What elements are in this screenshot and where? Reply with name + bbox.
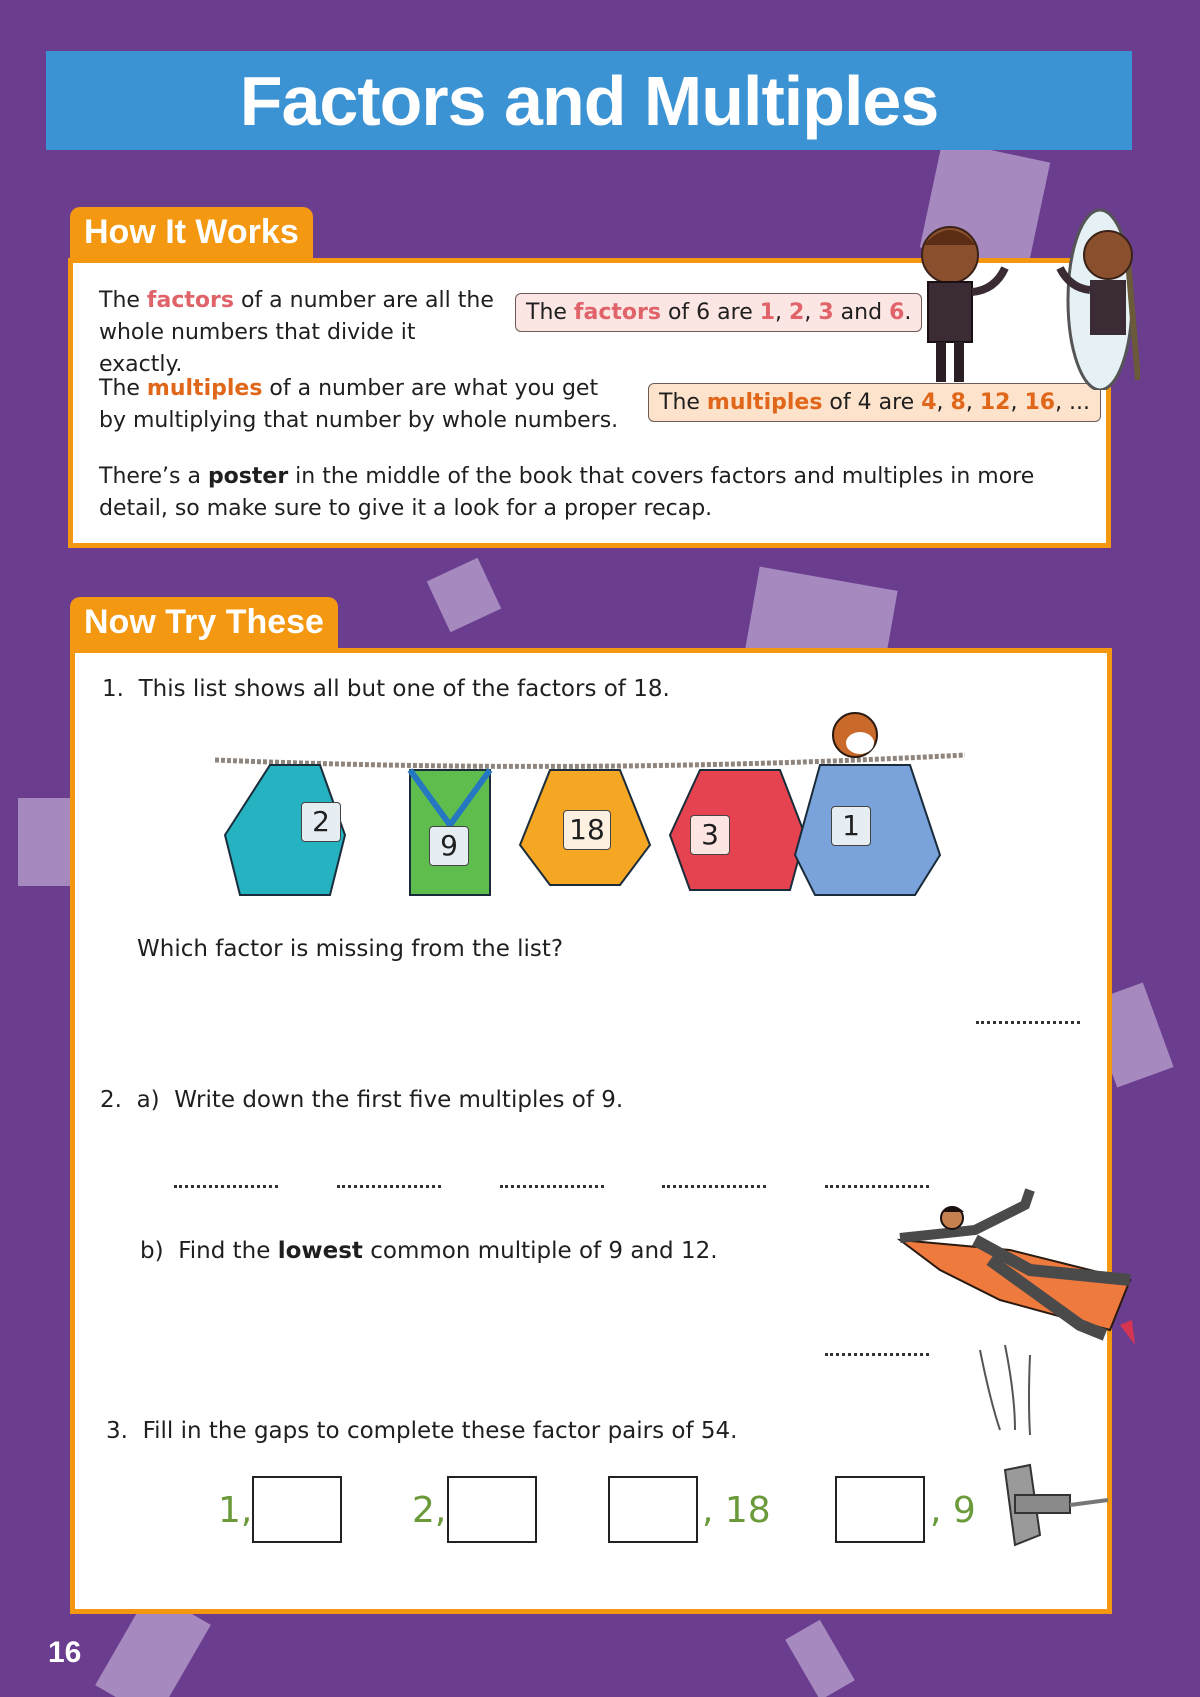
sweater-number-tag: 2: [301, 802, 341, 842]
question-number: 1.: [102, 676, 124, 702]
factors-example-box: [515, 293, 922, 332]
factor-pair-3-right: , 18: [702, 1490, 771, 1531]
text: .: [904, 300, 912, 325]
multiples-keyword: multiples: [706, 390, 823, 415]
part-label: a): [136, 1087, 160, 1113]
factors-definition: [99, 285, 499, 381]
text: The: [99, 376, 147, 401]
text: There’s a: [99, 464, 208, 489]
text: ,: [804, 300, 819, 325]
title-banner: [46, 51, 1132, 150]
multiples-keyword: multiples: [146, 376, 263, 401]
text: The: [659, 390, 707, 415]
factor-value: 1: [759, 300, 776, 325]
part-label: b): [140, 1238, 164, 1264]
factor-pair-2-left: 2,: [412, 1490, 447, 1531]
poster-keyword: poster: [207, 464, 289, 489]
how-it-works-tab: [70, 207, 313, 261]
poster-note: [99, 461, 1089, 525]
answer-line-q2a-1[interactable]: [174, 1184, 278, 1188]
text: common multiple of 9 and 12.: [362, 1238, 718, 1264]
text: , ...: [1055, 390, 1091, 415]
factor-pair-1-left: 1,: [218, 1490, 253, 1531]
multiple-value: 12: [979, 390, 1011, 415]
factor-pair-4-right: , 9: [930, 1490, 976, 1531]
question-2a: [100, 1087, 623, 1113]
question-1-subquestion: Which factor is missing from the list?: [137, 936, 564, 962]
text: The: [99, 288, 147, 313]
multiple-value: 4: [921, 390, 937, 415]
question-text: Fill in the gaps to complete these factor pairs of 54.: [142, 1418, 738, 1444]
decor-shape: [785, 1620, 855, 1697]
answer-line-q2a-4[interactable]: [662, 1184, 766, 1188]
text: and: [833, 300, 890, 325]
decor-shape: [427, 558, 501, 632]
page-title: Factors and Multiples: [239, 61, 939, 140]
now-try-these-tab: [70, 597, 338, 651]
text: of a number are all the whole numbers that divide it exactly.: [99, 288, 494, 377]
multiples-example-box: The multiples of 4 are 4, 8, 12, 16, ...: [648, 383, 1101, 422]
multiple-value: 8: [950, 390, 966, 415]
question-text: Write down the first five multiples of 9.: [174, 1087, 624, 1113]
factors-keyword: factors: [146, 288, 234, 313]
text: in the middle of the book that covers factors and multiples in more detail, so make sure to give it a look for a proper recap.: [99, 464, 1035, 521]
sweater-number-tag: 9: [429, 826, 469, 866]
lowest-keyword: lowest: [277, 1238, 363, 1264]
page-number: 16: [48, 1636, 82, 1669]
text: Find the: [178, 1238, 278, 1264]
multiples-definition: [99, 373, 619, 437]
wingsuit-flyer-illustration: [880, 1160, 1140, 1360]
question-2b: [140, 1238, 718, 1264]
boy-mirror-illustration: [900, 200, 1140, 390]
question-text: This list shows all but one of the factors of 18.: [138, 676, 670, 702]
factors-keyword: factors: [573, 300, 661, 325]
text: The: [526, 300, 574, 325]
factor-value: 2: [789, 300, 805, 325]
factor-pair-2-input[interactable]: [447, 1476, 537, 1543]
text: of 4 are: [822, 390, 922, 415]
answer-line-q1[interactable]: [976, 1020, 1080, 1024]
factor-pair-1-input[interactable]: [252, 1476, 342, 1543]
question-1: [102, 676, 670, 702]
answer-line-q2a-2[interactable]: [337, 1184, 441, 1188]
now-try-these-heading: Now Try These: [84, 603, 324, 641]
factor-value: 3: [818, 300, 834, 325]
question-number: 2.: [100, 1087, 122, 1113]
question-3: [106, 1418, 737, 1444]
how-it-works-heading: How It Works: [84, 213, 299, 251]
decor-shape: [18, 798, 78, 886]
hair-dryer-illustration: [960, 1340, 1110, 1560]
answer-line-q2a-3[interactable]: [500, 1184, 604, 1188]
sweater-number-tag: 1: [831, 806, 871, 846]
factor-pair-3-input[interactable]: [608, 1476, 698, 1543]
sweater-number-tag: 18: [563, 810, 611, 850]
text: of a number are what you get by multiplying that number by whole numbers.: [99, 376, 619, 433]
multiple-value: 16: [1024, 390, 1056, 415]
question-number: 3.: [106, 1418, 128, 1444]
sweater-number-tag: 3: [690, 815, 730, 855]
text: ,: [775, 300, 790, 325]
text: of 6 are: [660, 300, 760, 325]
factor-pair-4-input[interactable]: [835, 1476, 925, 1543]
factor-value: 6: [889, 300, 905, 325]
